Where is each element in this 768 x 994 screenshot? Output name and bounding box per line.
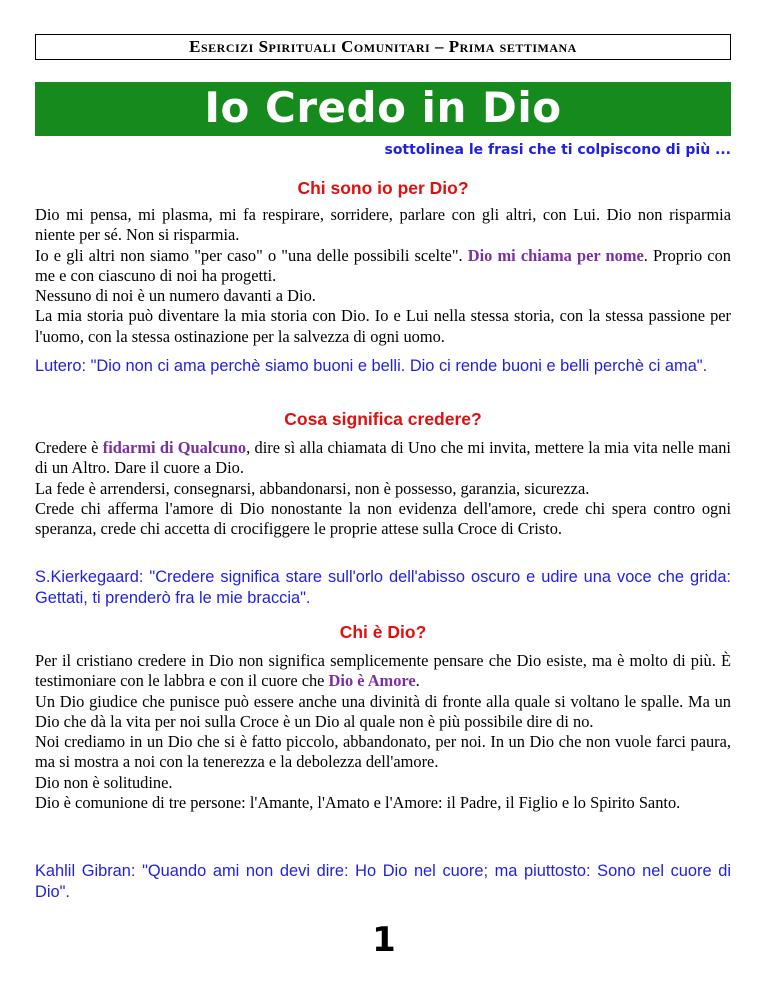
page-number: 1: [372, 920, 396, 960]
paragraph-line: Per il cristiano credere in Dio non significa semplicemente pensare che Dio esiste, ma è molto di più. È testimoniare con le labbra e con il cuore che Dio è Amore.: [35, 651, 731, 691]
quote-kierkegaard: S.Kierkegaard: "Credere significa stare sull'orlo dell'abisso oscuro e udire una voce che grida: Gettati, ti prenderò fra le mie braccia".: [35, 568, 731, 607]
section-heading-cosa-significa: Cosa significa credere?: [284, 409, 482, 429]
paragraph-line: Dio mi pensa, mi plasma, mi fa respirare, sorridere, parlare con gli altri, con Lui. Dio non risparmia niente per sé. Non si risparmia.: [35, 205, 731, 245]
paragraph-line: Noi crediamo in un Dio che si è fatto piccolo, abbandonato, per noi. In un Dio che non vuole farci paura, ma si mostra a noi con la tenerezza e la debolezza dell'amore.: [35, 732, 731, 772]
subtitle-instruction: sottolinea le frasi che ti colpiscono di più ...: [384, 142, 731, 158]
page-title: Io Credo in Dio: [204, 82, 562, 132]
section-paragraph-1: [35, 205, 731, 347]
document-header: [35, 34, 731, 60]
paragraph-line: Dio è comunione di tre persone: l'Amante, l'Amato e l'Amore: il Padre, il Figlio e lo Spirito Santo.: [35, 793, 681, 813]
highlighted-phrase: Dio è Amore: [328, 671, 416, 691]
paragraph-line: La fede è arrendersi, consegnarsi, abbandonarsi, non è possesso, garanzia, sicurezza.: [35, 478, 590, 498]
section-paragraph-3: [35, 651, 731, 813]
highlighted-phrase: fidarmi di Qualcuno: [102, 438, 247, 457]
section-heading-chi-e-dio: Chi è Dio?: [339, 622, 427, 642]
quote-gibran: Kahlil Gibran: "Quando ami non devi dire: Ho Dio nel cuore; ma piuttosto: Sono nel cuore di Dio".: [35, 862, 731, 901]
paragraph-line: Dio non è solitudine.: [35, 772, 173, 792]
section-paragraph-2: [35, 438, 731, 539]
highlighted-phrase: Dio mi chiama per nome: [467, 245, 644, 265]
header-title: Esercizi Spirituali Comunitari – Prima settimana: [189, 37, 577, 56]
paragraph-line: Io e gli altri non siamo "per caso" o "una delle possibili scelte". Dio mi chiama per nome. Proprio con me e con ciascuno di noi ha progetti.: [35, 245, 731, 285]
quote-lutero: Lutero: "Dio non ci ama perchè siamo buoni e belli. Dio ci rende buoni e belli perchè ci ama".: [35, 357, 708, 375]
title-banner: [35, 82, 731, 136]
paragraph-line: Crede chi afferma l'amore di Dio nonostante la non evidenza dell'amore, crede chi spera contro ogni speranza, crede chi accetta di crocifiggere le proprie attese sulla Croce di Cristo.: [35, 498, 731, 539]
paragraph-line: La mia storia può diventare la mia storia con Dio. Io e Lui nella stessa storia, con la stessa passione per l'uomo, con la stessa ostinazione per la salvezza di ogni uomo.: [35, 306, 731, 346]
paragraph-line: Credere è fidarmi di Qualcuno, dire sì alla chiamata di Uno che mi invita, mettere la mia vita nelle mani di un Altro. Dare il cuore a Dio.: [35, 438, 731, 478]
section-heading-chi-sono-io: Chi sono io per Dio?: [297, 178, 469, 198]
paragraph-line: Nessuno di noi è un numero davanti a Dio.: [35, 286, 316, 306]
paragraph-line: Un Dio giudice che punisce può essere anche una divinità di fronte alla quale si voltano le spalle. Ma un Dio che dà la vita per noi sulla Croce è un Dio al quale non è più possibile dire di no.: [35, 691, 731, 731]
